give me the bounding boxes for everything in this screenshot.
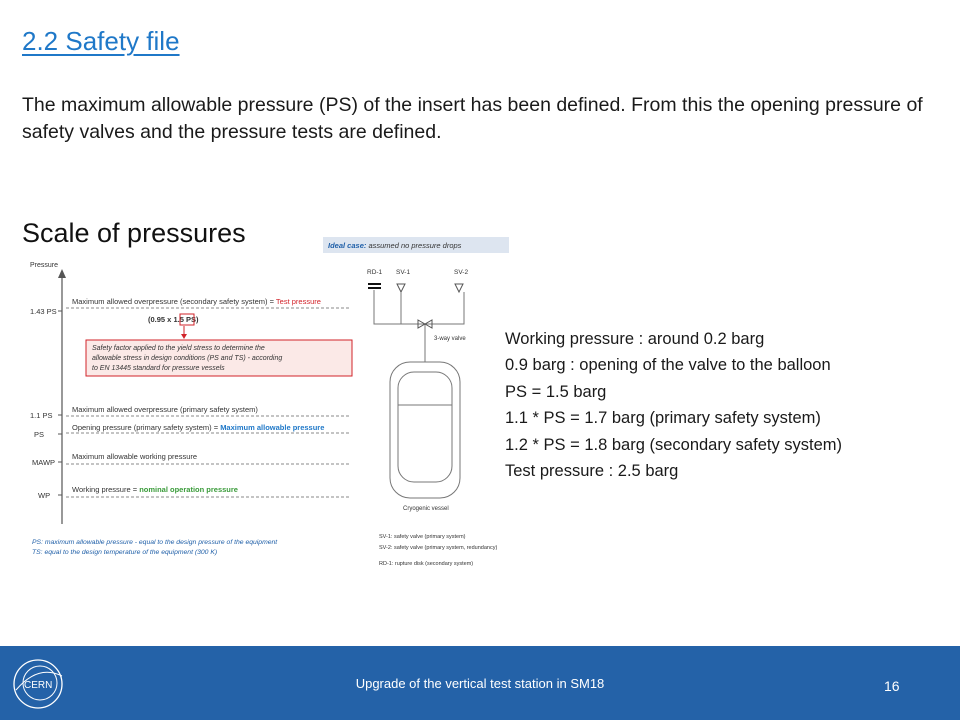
safety-box-line: allowable stress in design conditions (PS and TS) - according [92,355,283,362]
sv1-label: SV-1 [396,269,411,276]
level-description: Working pressure = nominal operation pressure [72,485,238,494]
spec-line: PS = 1.5 barg [505,382,607,401]
slide-footer [0,646,960,720]
axis-label: Pressure [30,262,59,269]
pressure-scale-figure [20,212,510,582]
factor-arrow-icon [181,334,187,339]
cryogenic-vessel-inner [398,372,452,482]
level-tick: PS [34,430,45,439]
footer-title: Upgrade of the vertical test station in SM18 [355,676,605,691]
valve-label: 3-way valve [434,336,466,342]
level-tick: WP [38,491,51,500]
level-tick: 1.1 PS [30,411,53,420]
safety-box-line: Safety factor applied to the yield stress to determine the [92,345,265,352]
spec-line: 0.9 barg : opening of the valve to the balloon [505,356,831,375]
piping-lines [374,290,464,324]
rd1-label: RD-1 [367,269,383,276]
level-tick: MAWP [32,458,56,467]
safety-valve-icon [397,284,405,292]
level-description: Maximum allowed overpressure (primary safety system) [72,405,258,414]
safety-valve-icon [455,284,463,292]
vessel-label: Cryogenic vessel [403,506,449,512]
logo-text: CERN [24,680,53,691]
sv2-label: SV-2 [454,269,469,276]
page-number: 16 [884,678,900,694]
level-description: Maximum allowed overpressure (secondary safety system) = Test pressure [72,297,321,306]
level-description: Maximum allowable working pressure [72,452,198,461]
level-description: Opening pressure (primary safety system) = Maximum allowable pressure [72,423,325,432]
safety-factor-label: (0.95 x 1.5 PS) [148,315,199,324]
ideal-case-note: Ideal case: assumed no pressure drops [328,241,462,250]
spec-line: 1.1 * PS = 1.7 barg (primary safety system) [505,409,821,428]
component-legend-item: SV-2: safety valve (primary system, redundancy) [379,545,498,551]
axis-arrow-icon [58,269,66,278]
intro-paragraph: The maximum allowable pressure (PS) of the insert has been defined. From this the opening pressure of safety valves and the pressure tests are defined. [22,94,923,143]
figure-heading: Scale of pressures [22,218,246,248]
spec-line: Test pressure : 2.5 barg [505,462,679,481]
figure-note: TS: equal to the design temperature of the equipment (300 K) [32,549,218,556]
spec-line: Working pressure : around 0.2 barg [505,330,765,348]
spec-line: 1.2 * PS = 1.8 barg (secondary safety system) [505,435,843,454]
pressure-specs-list [505,326,842,484]
slide-title: 2.2 Safety file [22,26,180,56]
safety-box-line: to EN 13445 standard for pressure vessels [92,365,225,372]
component-legend-item: RD-1: rupture disk (secondary system) [379,561,474,567]
component-legend-item: SV-1: safety valve (primary system) [379,534,466,540]
level-tick: 1.43 PS [30,307,57,316]
cryogenic-vessel-outer [390,362,460,498]
pressure-scale-diagram [20,212,510,582]
figure-note: PS: maximum allowable pressure - equal to the design pressure of the equipment [32,539,278,546]
